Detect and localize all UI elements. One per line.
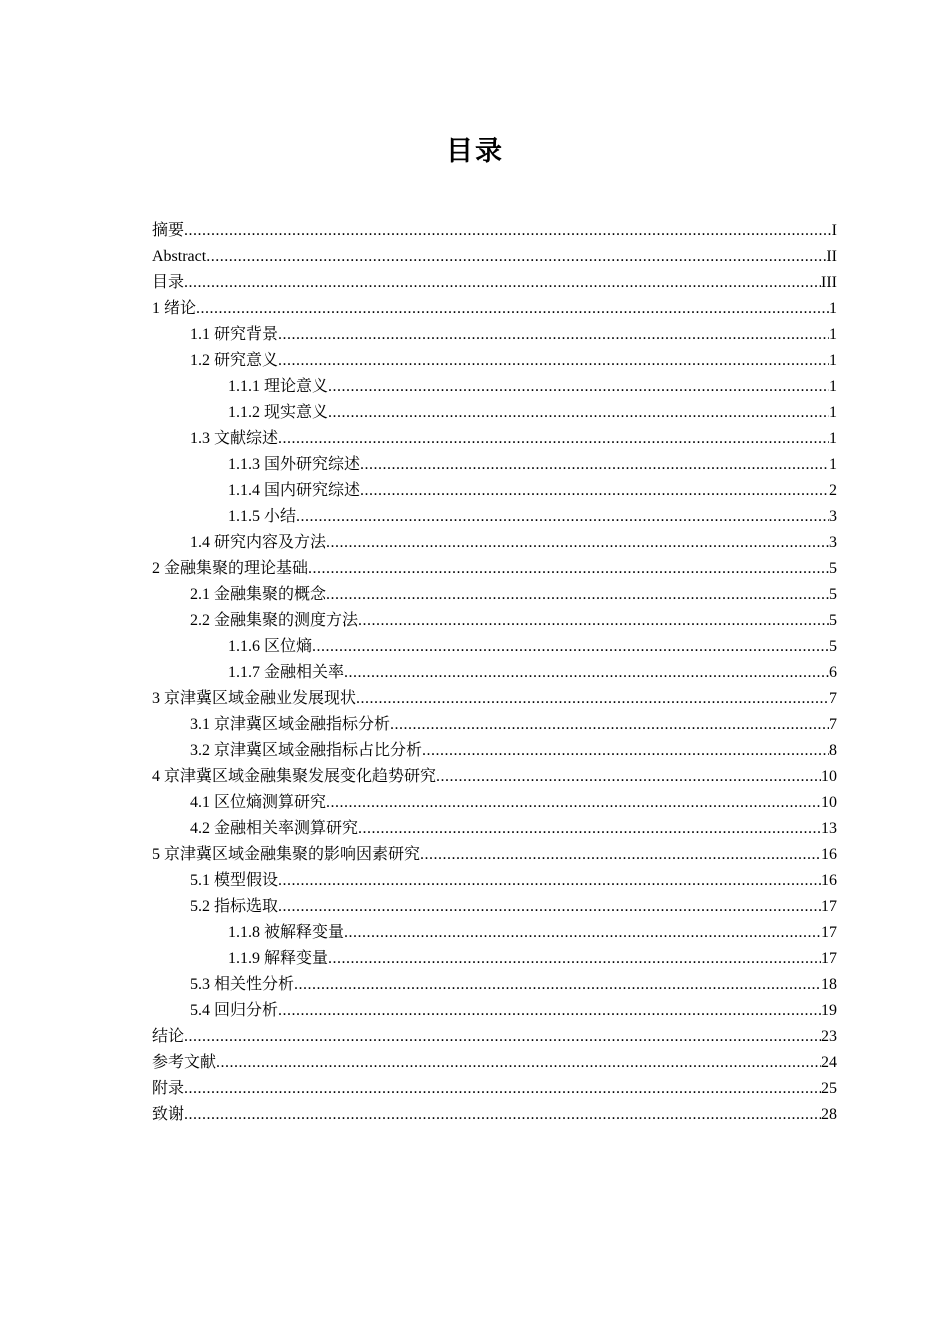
toc-entry[interactable] xyxy=(152,296,837,322)
toc-entry[interactable] xyxy=(152,894,837,920)
toc-entry[interactable] xyxy=(152,556,837,582)
toc-entry-label: 1.2 研究意义 xyxy=(190,352,279,369)
toc-entry-page-number: 17 xyxy=(821,898,837,915)
toc-entry-label: 1.1.1 理论意义 xyxy=(228,378,329,395)
toc-entry-label: 附录 xyxy=(152,1080,185,1097)
toc-entry[interactable] xyxy=(152,374,837,400)
toc-dot-leader xyxy=(360,452,829,478)
toc-entry[interactable] xyxy=(152,920,837,946)
toc-dot-leader xyxy=(360,478,829,504)
toc-entry-label: 5.2 指标选取 xyxy=(190,898,279,915)
toc-entry[interactable] xyxy=(152,1050,837,1076)
toc-entry[interactable] xyxy=(152,478,837,504)
toc-entry-label: 4 京津冀区域金融集聚发展变化趋势研究 xyxy=(152,768,437,785)
toc-entry-page-number: 17 xyxy=(821,950,837,967)
toc-entry-page-number: 5 xyxy=(829,560,837,577)
toc-dot-leader xyxy=(390,712,829,738)
toc-entry[interactable] xyxy=(152,816,837,842)
toc-entry[interactable] xyxy=(152,270,837,296)
toc-entry-page-number: 7 xyxy=(829,690,837,707)
toc-dot-leader xyxy=(344,920,821,946)
toc-entry-page-number: 8 xyxy=(829,742,837,759)
toc-entry-label: 摘要 xyxy=(152,222,185,239)
toc-entry-label: 3.2 京津冀区域金融指标占比分析 xyxy=(190,742,423,759)
toc-entry-label: 1.1.6 区位熵 xyxy=(228,638,313,655)
toc-entry-label: 2 金融集聚的理论基础 xyxy=(152,560,309,577)
toc-entry[interactable] xyxy=(152,660,837,686)
toc-dot-leader xyxy=(206,244,826,270)
toc-entry-page-number: 2 xyxy=(829,482,837,499)
toc-dot-leader xyxy=(326,790,821,816)
toc-entry-label: 结论 xyxy=(152,1028,185,1045)
toc-entry-page-number: 1 xyxy=(829,456,837,473)
toc-entry-page-number: 17 xyxy=(821,924,837,941)
toc-dot-leader xyxy=(216,1050,821,1076)
toc-dot-leader xyxy=(328,946,821,972)
toc-entry-label: 1.3 文献综述 xyxy=(190,430,279,447)
toc-dot-leader xyxy=(328,374,829,400)
toc-entry[interactable] xyxy=(152,686,837,712)
toc-entry-label: 5 京津冀区域金融集聚的影响因素研究 xyxy=(152,846,421,863)
toc-entry-page-number: 1 xyxy=(829,326,837,343)
toc-dot-leader xyxy=(328,400,829,426)
toc-entry-page-number: 1 xyxy=(829,300,837,317)
toc-entry[interactable] xyxy=(152,608,837,634)
toc-dot-leader xyxy=(184,1076,821,1102)
toc-entry-page-number: 13 xyxy=(821,820,837,837)
toc-entry[interactable] xyxy=(152,530,837,556)
toc-dot-leader xyxy=(296,504,829,530)
toc-entry-label: 参考文献 xyxy=(152,1054,217,1071)
toc-entry[interactable] xyxy=(152,712,837,738)
toc-entry-label: 3.1 京津冀区域金融指标分析 xyxy=(190,716,391,733)
toc-entry[interactable] xyxy=(152,842,837,868)
toc-entry-page-number: 1 xyxy=(829,430,837,447)
toc-entry-label: Abstract xyxy=(152,248,207,265)
toc-entry[interactable] xyxy=(152,426,837,452)
toc-entry-page-number: 1 xyxy=(829,378,837,395)
toc-entry-label: 1.1 研究背景 xyxy=(190,326,279,343)
toc-entry-label: 1 绪论 xyxy=(152,300,197,317)
toc-dot-leader xyxy=(312,634,829,660)
toc-entry-page-number: 3 xyxy=(829,508,837,525)
toc-entry-label: 5.3 相关性分析 xyxy=(190,976,295,993)
toc-entry[interactable] xyxy=(152,582,837,608)
toc-dot-leader xyxy=(278,868,821,894)
toc-entry-page-number: 25 xyxy=(821,1080,837,1097)
toc-entry[interactable] xyxy=(152,348,837,374)
toc-dot-leader xyxy=(196,296,829,322)
toc-entry-page-number: 23 xyxy=(821,1028,837,1045)
toc-dot-leader xyxy=(436,764,821,790)
toc-entry[interactable] xyxy=(152,1076,837,1102)
toc-entry[interactable] xyxy=(152,998,837,1024)
toc-dot-leader xyxy=(278,998,821,1024)
toc-entry[interactable] xyxy=(152,764,837,790)
toc-entry-page-number: 7 xyxy=(829,716,837,733)
toc-entry-label: 5.4 回归分析 xyxy=(190,1002,279,1019)
toc-entry[interactable] xyxy=(152,868,837,894)
toc-entry-page-number: 3 xyxy=(829,534,837,551)
toc-entry-page-number: I xyxy=(831,222,837,239)
toc-entry-label: 1.1.4 国内研究综述 xyxy=(228,482,361,499)
toc-entry-label: 1.1.2 现实意义 xyxy=(228,404,329,421)
toc-entry-label: 目录 xyxy=(152,274,185,291)
toc-entry-page-number: 16 xyxy=(821,872,837,889)
toc-entry-page-number: 6 xyxy=(829,664,837,681)
toc-entry[interactable] xyxy=(152,634,837,660)
toc-dot-leader xyxy=(358,608,829,634)
toc-dot-leader xyxy=(326,582,829,608)
toc-entry-label: 1.1.7 金融相关率 xyxy=(228,664,345,681)
table-of-contents xyxy=(152,218,837,1128)
toc-dot-leader xyxy=(422,738,829,764)
toc-dot-leader xyxy=(356,686,829,712)
toc-dot-leader xyxy=(278,894,821,920)
toc-entry-label: 致谢 xyxy=(152,1106,185,1123)
toc-entry-page-number: 19 xyxy=(821,1002,837,1019)
toc-entry[interactable] xyxy=(152,504,837,530)
toc-entry-label: 1.4 研究内容及方法 xyxy=(190,534,327,551)
toc-entry[interactable] xyxy=(152,1102,837,1128)
toc-entry[interactable] xyxy=(152,790,837,816)
toc-entry-label: 2.2 金融集聚的测度方法 xyxy=(190,612,359,629)
toc-entry-label: 1.1.5 小结 xyxy=(228,508,297,525)
toc-entry-label: 5.1 模型假设 xyxy=(190,872,279,889)
toc-entry-page-number: 5 xyxy=(829,586,837,603)
toc-dot-leader xyxy=(184,270,821,296)
toc-dot-leader xyxy=(184,1024,821,1050)
toc-entry-page-number: 16 xyxy=(821,846,837,863)
toc-entry-label: 4.2 金融相关率测算研究 xyxy=(190,820,359,837)
toc-dot-leader xyxy=(344,660,829,686)
toc-entry-page-number: 5 xyxy=(829,612,837,629)
toc-entry[interactable] xyxy=(152,218,837,244)
page-title: 目录 xyxy=(446,136,504,167)
toc-entry[interactable] xyxy=(152,452,837,478)
toc-entry-page-number: 18 xyxy=(821,976,837,993)
toc-entry-page-number: 28 xyxy=(821,1106,837,1123)
toc-dot-leader xyxy=(326,530,829,556)
toc-dot-leader xyxy=(184,218,832,244)
toc-dot-leader xyxy=(294,972,821,998)
toc-entry[interactable] xyxy=(152,972,837,998)
toc-entry[interactable] xyxy=(152,1024,837,1050)
toc-entry[interactable] xyxy=(152,322,837,348)
toc-dot-leader xyxy=(358,816,821,842)
toc-dot-leader xyxy=(278,322,829,348)
toc-entry-page-number: 1 xyxy=(829,352,837,369)
toc-entry-page-number: 24 xyxy=(821,1054,837,1071)
toc-entry-page-number: 5 xyxy=(829,638,837,655)
toc-entry-label: 4.1 区位熵测算研究 xyxy=(190,794,327,811)
toc-dot-leader xyxy=(308,556,829,582)
toc-dot-leader xyxy=(184,1102,821,1128)
toc-entry-label: 1.1.8 被解释变量 xyxy=(228,924,345,941)
toc-dot-leader xyxy=(420,842,821,868)
toc-entry[interactable] xyxy=(152,946,837,972)
toc-entry-label: 3 京津冀区域金融业发展现状 xyxy=(152,690,357,707)
toc-entry-label: 1.1.9 解释变量 xyxy=(228,950,329,967)
toc-entry[interactable] xyxy=(152,738,837,764)
toc-entry-page-number: 10 xyxy=(821,794,837,811)
toc-entry[interactable] xyxy=(152,244,837,270)
toc-entry-page-number: III xyxy=(821,274,837,291)
toc-entry-label: 2.1 金融集聚的概念 xyxy=(190,586,327,603)
toc-dot-leader xyxy=(278,426,829,452)
toc-entry-page-number: II xyxy=(826,248,837,265)
toc-entry-label: 1.1.3 国外研究综述 xyxy=(228,456,361,473)
toc-dot-leader xyxy=(278,348,829,374)
toc-entry-page-number: 1 xyxy=(829,404,837,421)
toc-entry[interactable] xyxy=(152,400,837,426)
toc-entry-page-number: 10 xyxy=(821,768,837,785)
